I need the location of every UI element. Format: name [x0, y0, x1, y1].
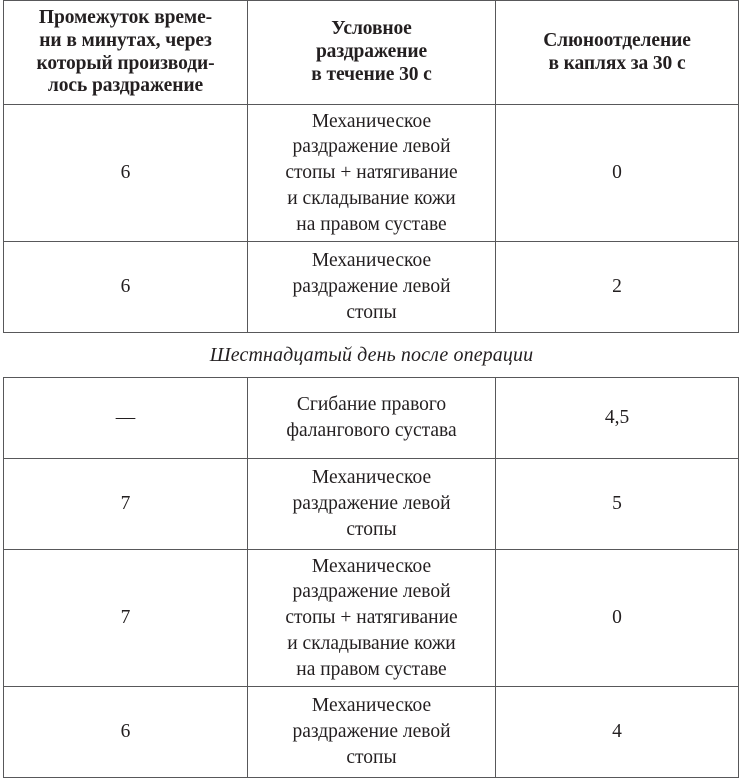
cell-salivation: 0 [496, 105, 739, 242]
column-header-interval [4, 1, 248, 105]
cell-stimulus [248, 459, 496, 550]
cell-stimulus-line-1: Сгибание правого [296, 394, 447, 416]
cell-salivation: 4,5 [496, 378, 739, 459]
table-body-bottom [4, 378, 739, 778]
cell-stimulus-line-3: стопы [346, 518, 397, 540]
cell-stimulus-line-5: на правом суставе [296, 213, 447, 235]
column-header-salivation [496, 1, 739, 105]
column-header-interval-line-3: который производи- [36, 52, 215, 74]
table-row [4, 550, 739, 687]
column-header-stimulus-line-1: Условное [331, 18, 412, 40]
cell-interval: 6 [4, 105, 248, 242]
column-header-interval-line-4: лось раздражение [47, 75, 204, 97]
cell-salivation: 2 [496, 242, 739, 333]
cell-stimulus-line-2: раздражение левой [292, 721, 451, 743]
cell-stimulus [248, 378, 496, 459]
cell-stimulus-line-1: Механическое [311, 695, 432, 717]
column-header-stimulus-line-3: в течение 30 с [311, 63, 432, 85]
cell-salivation: 5 [496, 459, 739, 550]
cell-stimulus-line-1: Механическое [311, 110, 432, 132]
column-header-interval-line-2: ни в минутах, через [39, 29, 212, 51]
cell-stimulus-line-5: на правом суставе [296, 658, 447, 680]
cell-stimulus-line-2: раздражение левой [292, 493, 451, 515]
experiment-table-top [3, 0, 739, 333]
cell-stimulus-line-2: раздражение левой [292, 581, 451, 603]
cell-stimulus [248, 550, 496, 687]
cell-stimulus-line-1: Механическое [311, 467, 432, 489]
table-row [4, 105, 739, 242]
cell-interval: 7 [4, 459, 248, 550]
column-header-salivation-line-1: Слюноотделение [543, 29, 691, 51]
cell-interval: 6 [4, 242, 248, 333]
table-header [4, 1, 739, 105]
table-header-row [4, 1, 739, 105]
section-caption: Шестнадцатый день после операции [209, 344, 534, 366]
cell-stimulus-line-3: стопы [346, 746, 397, 768]
cell-stimulus-line-2: фалангового сустава [286, 420, 457, 441]
experiment-table-bottom [3, 377, 739, 778]
column-header-stimulus-line-2: раздражение [315, 41, 428, 63]
cell-stimulus-line-1: Механическое [311, 555, 432, 577]
cell-stimulus-line-2: раздражение левой [292, 276, 451, 298]
table-row [4, 378, 739, 459]
cell-stimulus [248, 242, 496, 333]
cell-interval: — [4, 378, 248, 459]
cell-interval: 7 [4, 550, 248, 687]
cell-stimulus-line-4: и складывание кожи [287, 632, 456, 654]
table-row [4, 242, 739, 333]
cell-stimulus [248, 105, 496, 242]
table-row [4, 459, 739, 550]
cell-stimulus-line-1: Механическое [311, 250, 432, 272]
cell-stimulus [248, 687, 496, 778]
column-header-interval-line-1: Промежуток време- [38, 6, 213, 28]
cell-stimulus-line-2: раздражение левой [292, 136, 451, 158]
cell-stimulus-line-3: стопы + натягивание [285, 607, 458, 629]
column-header-stimulus [248, 1, 496, 105]
column-header-salivation-line-2: в каплях за 30 с [548, 52, 686, 74]
cell-interval: 6 [4, 687, 248, 778]
cell-stimulus-line-4: и складывание кожи [287, 187, 456, 209]
cell-stimulus-line-3: стопы [346, 301, 397, 323]
cell-stimulus-line-3: стопы + натягивание [285, 162, 458, 184]
table-row [4, 687, 739, 778]
cell-salivation: 4 [496, 687, 739, 778]
cell-salivation: 0 [496, 550, 739, 687]
table-body-top [4, 105, 739, 333]
